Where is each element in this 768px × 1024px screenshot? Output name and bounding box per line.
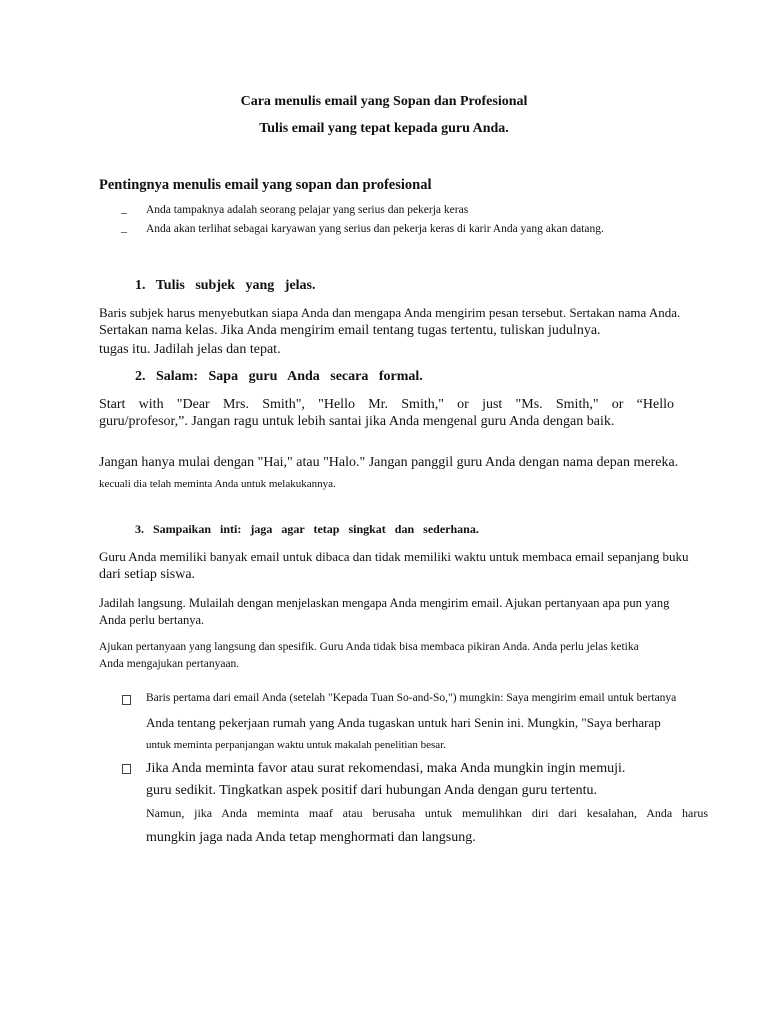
bullet-2-line-3: Namun, jika Anda meminta maaf atau berusaha untuk memulihkan diri dari kesalahan, Anda harus xyxy=(146,806,708,820)
section-1-line-2: Sertakan nama kelas. Jika Anda mengirim email tentang tugas tertentu, tuliskan judulnya. xyxy=(99,323,601,338)
section-2-heading: 2. Salam: Sapa guru Anda secara formal. xyxy=(135,369,423,384)
section-2-line-3: Jangan hanya mulai dengan "Hai," atau "Halo." Jangan panggil guru Anda dengan nama depan mereka. xyxy=(99,455,679,470)
bullet-1-line-3: untuk meminta perpanjangan waktu untuk makalah penelitian besar. xyxy=(146,739,446,751)
bullet-dash-icon: – xyxy=(121,205,127,219)
document-subtitle: Tulis email yang tepat kepada guru Anda. xyxy=(259,121,509,136)
checkbox-bullet-icon xyxy=(122,764,131,774)
bullet-dash-icon: – xyxy=(121,224,127,238)
section-3-line-4: Anda perlu bertanya. xyxy=(99,613,205,627)
bullet-1-line-2: Anda tentang pekerjaan rumah yang Anda tugaskan untuk hari Senin ini. Mungkin, "Saya berharap xyxy=(146,715,661,730)
section-2-line-2: guru/profesor,”. Jangan ragu untuk lebih santai jika Anda mengenal guru Anda dengan baik. xyxy=(99,414,615,429)
section-3-line-1: Guru Anda memiliki banyak email untuk dibaca dan tidak memiliki waktu untuk membaca email sepanjang buku xyxy=(99,549,689,564)
importance-heading: Pentingnya menulis email yang sopan dan profesional xyxy=(99,177,432,193)
section-2-line-4: kecuali dia telah meminta Anda untuk melakukannya. xyxy=(99,478,336,490)
section-3-heading: 3. Sampaikan inti: jaga agar tetap singkat dan sederhana. xyxy=(135,522,479,536)
section-3-line-2: dari setiap siswa. xyxy=(99,567,196,582)
bullet-2-line-4: mungkin jaga nada Anda tetap menghormati dan langsung. xyxy=(146,830,476,845)
bullet-2-line-1: Jika Anda meminta favor atau surat rekomendasi, maka Anda mungkin ingin memuji. xyxy=(146,761,626,776)
section-1-line-3: tugas itu. Jadilah jelas dan tepat. xyxy=(99,342,281,357)
bullet-1-line-1: Baris pertama dari email Anda (setelah "Kepada Tuan So-and-So,") mungkin: Saya mengirim email untuk bertanya xyxy=(146,692,677,704)
section-3-line-3: Jadilah langsung. Mulailah dengan menjelaskan mengapa Anda mengirim email. Ajukan pertanyaan apa pun yang xyxy=(99,596,670,610)
checkbox-bullet-icon xyxy=(122,695,131,705)
section-1-line-1: Baris subjek harus menyebutkan siapa Anda dan mengapa Anda mengirim pesan tersebut. Sertakan nama Anda. xyxy=(99,305,681,320)
importance-bullet-1: Anda tampaknya adalah seorang pelajar yang serius dan pekerja keras xyxy=(146,204,469,216)
section-2-line-1: Start with "Dear Mrs. Smith", "Hello Mr. Smith," or just "Ms. Smith," or “Hello xyxy=(99,397,674,412)
document-title: Cara menulis email yang Sopan dan Profesional xyxy=(240,94,528,109)
section-1-heading: 1. Tulis subjek yang jelas. xyxy=(135,278,316,293)
section-3-line-5: Ajukan pertanyaan yang langsung dan spesifik. Guru Anda tidak bisa membaca pikiran Anda. Anda perlu jelas ketika xyxy=(99,641,639,653)
section-3-line-6: Anda mengajukan pertanyaan. xyxy=(99,658,240,670)
importance-bullet-2: Anda akan terlihat sebagai karyawan yang serius dan pekerja keras di karir Anda yang akan datang. xyxy=(146,223,604,235)
bullet-2-line-2: guru sedikit. Tingkatkan aspek positif dari hubungan Anda dengan guru tertentu. xyxy=(146,783,598,798)
